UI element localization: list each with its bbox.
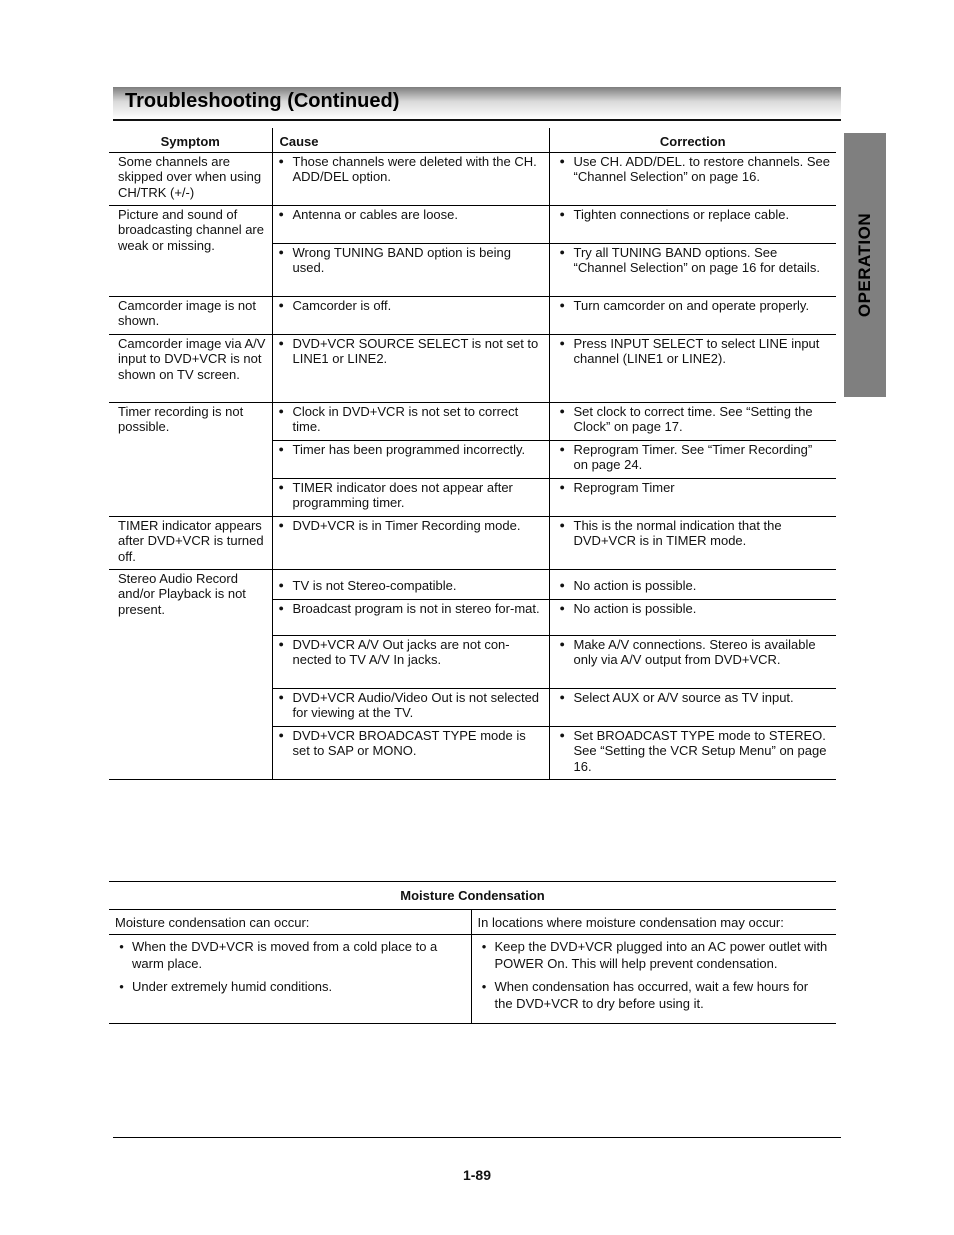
bullet-icon: ●	[278, 579, 284, 590]
bullet-icon: ●	[559, 208, 565, 219]
section-tab-label: OPERATION	[855, 212, 874, 318]
correction-cell	[549, 599, 836, 635]
correction-cell	[549, 440, 836, 478]
cause-text: Broadcast program is not in stereo for-mat.	[292, 600, 540, 616]
correction-text: No action is possible.	[573, 600, 697, 616]
title-bar	[113, 87, 841, 121]
correction-cell	[549, 635, 836, 688]
bullet-icon: ●	[559, 481, 565, 492]
moisture-condensation-table	[109, 881, 836, 1024]
correction-text: This is the normal indication that the DVD+VCR is in TIMER mode.	[573, 517, 782, 548]
correction-text: Turn camcorder on and operate properly.	[573, 297, 810, 313]
moisture-left-header: Moisture condensation can occur:	[109, 910, 471, 935]
cause-text: Antenna or cables are loose.	[292, 206, 458, 222]
cause-cell	[272, 516, 549, 569]
cause-text: DVD+VCR SOURCE SELECT is not set to LINE1 or LINE2.	[292, 335, 539, 366]
cause-text: DVD+VCR Audio/Video Out is not selected for viewing at the TV.	[292, 689, 540, 720]
moisture-right-header: In locations where moisture condensation may occur:	[471, 910, 836, 935]
cause-cell	[272, 334, 549, 402]
table-row	[109, 296, 836, 334]
bullet-icon: ●	[559, 299, 565, 310]
correction-cell	[549, 296, 836, 334]
cause-cell	[272, 688, 549, 726]
table-row	[109, 569, 836, 599]
bullet-icon: •	[481, 979, 487, 994]
table-row	[109, 152, 836, 205]
correction-text: Make A/V connections. Stereo is available only via A/V output from DVD+VCR.	[573, 636, 816, 667]
bullet-icon: ●	[278, 729, 284, 740]
list-item	[478, 938, 829, 972]
cause-cell	[272, 569, 549, 599]
bullet-icon: ●	[559, 638, 565, 649]
moisture-right-list	[471, 935, 836, 1024]
bullet-icon: ●	[278, 443, 284, 454]
table-row	[109, 205, 836, 243]
cause-cell	[272, 152, 549, 205]
bullet-icon: ●	[559, 405, 565, 416]
bullet-icon: ●	[278, 519, 284, 530]
cause-cell	[272, 599, 549, 635]
cause-text: DVD+VCR BROADCAST TYPE mode is set to SAP or MONO.	[292, 727, 526, 758]
cause-cell	[272, 478, 549, 516]
list-item-text: When the DVD+VCR is moved from a cold place to a warm place.	[132, 939, 438, 971]
correction-header: Correction	[549, 128, 836, 152]
bullet-icon: ●	[278, 602, 284, 613]
troubleshooting-table	[109, 128, 836, 780]
bullet-icon: •	[481, 939, 487, 954]
cause-header: Cause	[272, 128, 549, 152]
correction-cell	[549, 243, 836, 296]
cause-text: Those channels were deleted with the CH. ADD/DEL option.	[292, 153, 537, 184]
cause-cell	[272, 205, 549, 243]
symptom-cell: Camcorder image via A/V input to DVD+VCR is not shown on TV screen.	[109, 334, 272, 402]
cause-text: DVD+VCR A/V Out jacks are not con-nected to TV A/V In jacks.	[292, 636, 510, 667]
cause-cell	[272, 402, 549, 440]
correction-text: Set BROADCAST TYPE mode to STEREO. See “Setting the VCR Setup Menu” on page 16.	[573, 727, 827, 774]
cause-cell	[272, 296, 549, 334]
symptom-cell: Stereo Audio Record and/or Playback is not present.	[109, 569, 272, 779]
table-header-row	[109, 128, 836, 152]
bullet-icon: ●	[278, 691, 284, 702]
bullet-icon: ●	[278, 208, 284, 219]
table-row	[109, 516, 836, 569]
correction-cell	[549, 152, 836, 205]
bullet-icon: ●	[559, 246, 565, 257]
correction-cell	[549, 516, 836, 569]
correction-text: Press INPUT SELECT to select LINE input channel (LINE1 or LINE2).	[573, 335, 820, 366]
bullet-icon: •	[119, 939, 124, 954]
cause-text: DVD+VCR is in Timer Recording mode.	[292, 517, 521, 533]
bullet-icon: ●	[559, 337, 565, 348]
correction-text: Select AUX or A/V source as TV input.	[573, 689, 794, 705]
symptom-cell: Timer recording is not possible.	[109, 402, 272, 516]
list-item-text: Under extremely humid conditions.	[132, 979, 333, 994]
table-row	[109, 334, 836, 402]
cause-text: Timer has been programmed incorrectly.	[292, 441, 526, 457]
table-row	[109, 402, 836, 440]
cause-text: TIMER indicator does not appear after programming timer.	[292, 479, 513, 510]
list-item	[115, 978, 463, 995]
bullet-icon: ●	[278, 299, 284, 310]
correction-cell	[549, 569, 836, 599]
correction-text: Use CH. ADD/DEL. to restore channels. See “Channel Selection” on page 16.	[573, 153, 831, 184]
bullet-icon: ●	[559, 729, 565, 740]
symptom-cell: Picture and sound of broadcasting channel are weak or missing.	[109, 205, 272, 296]
bullet-icon: ●	[559, 691, 565, 702]
bullet-icon: •	[119, 979, 124, 994]
page-number: 1-89	[462, 1167, 492, 1183]
cause-cell	[272, 635, 549, 688]
symptom-header: Symptom	[109, 128, 272, 152]
correction-cell	[549, 402, 836, 440]
bullet-icon: ●	[278, 155, 284, 166]
bullet-icon: ●	[278, 337, 284, 348]
cause-text: Wrong TUNING BAND option is being used.	[292, 244, 511, 275]
correction-text: Tighten connections or replace cable.	[573, 206, 790, 222]
cause-cell	[272, 726, 549, 779]
list-item	[478, 978, 829, 1012]
correction-text: No action is possible.	[573, 577, 697, 593]
bullet-icon: ●	[559, 602, 565, 613]
list-item-text: Keep the DVD+VCR plugged into an AC power outlet with POWER On. This will help prevent condensation.	[494, 939, 828, 971]
list-item	[115, 938, 463, 972]
section-tab	[844, 133, 886, 397]
cause-text: TV is not Stereo-compatible.	[292, 577, 457, 593]
bullet-icon: ●	[559, 155, 565, 166]
bullet-icon: ●	[278, 405, 284, 416]
symptom-cell: Camcorder image is not shown.	[109, 296, 272, 334]
cause-cell	[272, 440, 549, 478]
symptom-cell: TIMER indicator appears after DVD+VCR is turned off.	[109, 516, 272, 569]
correction-text: Reprogram Timer	[573, 479, 675, 495]
cause-text: Clock in DVD+VCR is not set to correct time.	[292, 403, 519, 434]
bullet-icon: ●	[559, 519, 565, 530]
list-item-text: When condensation has occurred, wait a few hours for the DVD+VCR to dry before using it.	[494, 979, 809, 1011]
footer-divider	[113, 1137, 841, 1138]
symptom-cell: Some channels are skipped over when using CH/TRK (+/-)	[109, 152, 272, 205]
correction-cell	[549, 726, 836, 779]
cause-cell	[272, 243, 549, 296]
correction-cell	[549, 205, 836, 243]
bullet-icon: ●	[278, 481, 284, 492]
bullet-icon: ●	[559, 579, 565, 590]
bullet-icon: ●	[559, 443, 565, 454]
bullet-icon: ●	[278, 246, 284, 257]
cause-text: Camcorder is off.	[292, 297, 392, 313]
bullet-icon: ●	[278, 638, 284, 649]
correction-cell	[549, 334, 836, 402]
correction-text: Reprogram Timer. See “Timer Recording” on page 24.	[573, 441, 813, 472]
correction-text: Try all TUNING BAND options. See “Channel Selection” on page 16 for details.	[573, 244, 820, 275]
moisture-left-list	[109, 935, 471, 1024]
correction-cell	[549, 688, 836, 726]
moisture-title: Moisture Condensation	[109, 882, 836, 910]
correction-cell	[549, 478, 836, 516]
page-title: Troubleshooting (Continued)	[125, 90, 400, 112]
correction-text: Set clock to correct time. See “Setting the Clock” on page 17.	[573, 403, 813, 434]
